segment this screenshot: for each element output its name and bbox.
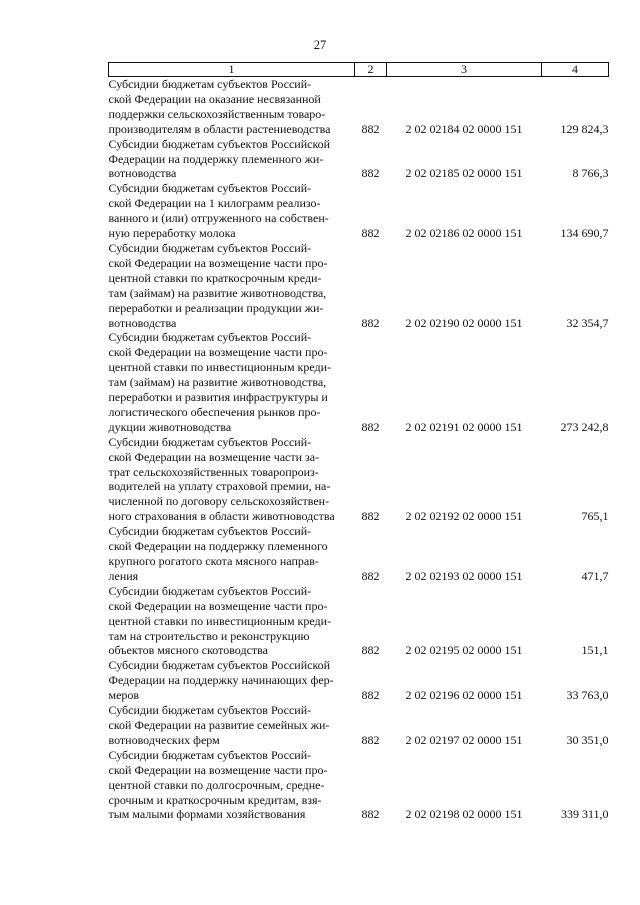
description-line: водителей на уплату страховой премии, на- xyxy=(108,479,331,494)
table-body xyxy=(109,77,609,823)
subsidy-description xyxy=(109,524,355,584)
description-line: ской Федерации на возмещение части про- xyxy=(108,345,328,360)
description-line: там (займам) на развитие животноводства, xyxy=(108,375,327,390)
subsidy-description xyxy=(109,330,355,434)
subsidy-description xyxy=(109,748,355,823)
subsidy-description xyxy=(109,77,355,137)
table-row xyxy=(109,524,609,584)
amount-value: 8 766,3 xyxy=(572,166,609,181)
description-line: логистического обеспечения рынков про- xyxy=(108,404,321,419)
table-row xyxy=(109,435,609,524)
description-line: центной ставки по инвестиционным креди- xyxy=(108,613,332,628)
table-row xyxy=(109,330,609,434)
description-line: Федерации на поддержку племенного жи- xyxy=(108,151,324,166)
budget-classification-code: 2 02 02184 02 0000 151 xyxy=(405,121,523,136)
amount-value: 33 763,0 xyxy=(566,688,609,703)
description-line: меров xyxy=(108,688,140,703)
subsidy-description xyxy=(109,658,355,703)
description-line: крупного рогатого скота мясного направ- xyxy=(108,554,319,568)
description-line: Субсидии бюджетам субъектов Россий- xyxy=(108,181,312,196)
table-row xyxy=(109,137,609,182)
administrator-code: 882 xyxy=(361,732,380,747)
description-line: тым малыми формами хозяйствования xyxy=(108,807,306,822)
description-line: Субсидии бюджетам субъектов Россий- xyxy=(108,434,312,449)
budget-classification-code: 2 02 02185 02 0000 151 xyxy=(405,166,523,181)
description-line: ской Федерации на возмещение части про- xyxy=(108,255,328,270)
description-line: Субсидии бюджетам субъектов Россий- xyxy=(108,77,312,91)
description-line: ской Федерации на 1 килограмм реализо- xyxy=(108,196,321,211)
table-row xyxy=(109,748,609,823)
description-line: Субсидии бюджетам субъектов Россий- xyxy=(108,524,312,539)
description-line: там (займам) на развитие животноводства, xyxy=(108,285,327,300)
description-line: ской Федерации на поддержку племенного xyxy=(108,539,328,554)
description-line: Субсидии бюджетам субъектов Россий- xyxy=(108,703,312,718)
budget-classification-code: 2 02 02191 02 0000 151 xyxy=(405,419,523,434)
table-row xyxy=(109,241,609,330)
description-line: численной по договору сельскохозяйствен- xyxy=(108,494,330,509)
administrator-code: 882 xyxy=(361,121,380,136)
description-line: ванного и (или) отгруженного на собствен- xyxy=(108,211,329,226)
description-line: срочным и краткосрочным кредитам, взя- xyxy=(108,792,322,807)
subsidy-description xyxy=(109,584,355,659)
budget-classification-code: 2 02 02192 02 0000 151 xyxy=(405,509,523,524)
administrator-code: 882 xyxy=(361,688,380,703)
budget-classification-code: 2 02 02198 02 0000 151 xyxy=(405,807,523,822)
description-line: дукции животноводства xyxy=(108,419,232,434)
administrator-code: 882 xyxy=(361,315,380,330)
description-line: центной ставки по краткосрочным креди- xyxy=(108,270,322,285)
column-header-4: 4 xyxy=(542,63,609,77)
description-line: там на строительство и реконструкцию xyxy=(108,628,310,643)
amount-value: 273 242,8 xyxy=(560,419,609,434)
subsidy-description xyxy=(109,703,355,748)
amount-value: 471,7 xyxy=(581,568,609,583)
description-line: вотноводства xyxy=(108,315,177,330)
description-line: ской Федерации на оказание несвязанной xyxy=(108,91,321,106)
budget-classification-code: 2 02 02193 02 0000 151 xyxy=(405,568,523,583)
description-line: объектов мясного скотоводства xyxy=(108,643,268,658)
table-row xyxy=(109,584,609,659)
amount-value: 129 824,3 xyxy=(560,121,609,136)
budget-table xyxy=(108,62,609,822)
budget-classification-code: 2 02 02197 02 0000 151 xyxy=(405,732,523,747)
description-line: Субсидии бюджетам субъектов Россий- xyxy=(108,747,312,762)
description-line: ного страхования в области животноводства xyxy=(108,509,335,524)
subsidy-description xyxy=(109,435,355,524)
table-row xyxy=(109,703,609,748)
description-line: центной ставки по долгосрочным, средне- xyxy=(108,777,325,792)
description-line: трат сельскохозяйственных товаропроиз- xyxy=(108,464,319,479)
description-line: Федерации на поддержку начинающих фер- xyxy=(108,673,334,688)
table-row xyxy=(109,181,609,241)
subsidy-description xyxy=(109,181,355,241)
description-line: Субсидии бюджетам субъектов Россий- xyxy=(108,240,312,255)
description-line: ской Федерации на возмещение части про- xyxy=(108,598,328,613)
administrator-code: 882 xyxy=(361,643,380,658)
amount-value: 339 311,0 xyxy=(560,807,609,822)
amount-value: 30 351,0 xyxy=(566,732,609,747)
description-line: поддержки сельскохозяйственным товаро- xyxy=(108,106,326,121)
description-line: Субсидии бюджетам субъектов Россий- xyxy=(108,583,312,598)
column-header-3: 3 xyxy=(387,63,542,77)
table-row xyxy=(109,77,609,137)
description-line: центной ставки по инвестиционным креди- xyxy=(108,360,332,375)
administrator-code: 882 xyxy=(361,166,380,181)
description-line: ской Федерации на развитие семейных жи- xyxy=(108,717,330,732)
column-header-2: 2 xyxy=(355,63,387,77)
administrator-code: 882 xyxy=(361,568,380,583)
table-row xyxy=(109,658,609,703)
column-header-1: 1 xyxy=(109,63,355,77)
description-line: Субсидии бюджетам субъектов Российской xyxy=(108,658,331,673)
description-line: Субсидии бюджетам субъектов Российской xyxy=(108,136,331,151)
description-line: ской Федерации на возмещение части за- xyxy=(108,449,320,464)
description-line: ления xyxy=(108,568,139,583)
description-line: переработки и реализации продукции жи- xyxy=(108,300,324,315)
description-line: ской Федерации на возмещение части про- xyxy=(108,762,328,777)
subsidy-description xyxy=(109,241,355,330)
page-number: 27 xyxy=(313,38,327,52)
administrator-code: 882 xyxy=(361,226,380,241)
administrator-code: 882 xyxy=(361,807,380,822)
description-line: Субсидии бюджетам субъектов Россий- xyxy=(108,330,312,345)
budget-classification-code: 2 02 02196 02 0000 151 xyxy=(405,688,523,703)
description-line: переработки и развития инфраструктуры и xyxy=(108,390,328,405)
budget-classification-code: 2 02 02186 02 0000 151 xyxy=(405,226,523,241)
amount-value: 765,1 xyxy=(581,509,609,524)
description-line: вотноводческих ферм xyxy=(108,732,220,747)
header-row xyxy=(109,63,609,77)
amount-value: 151,1 xyxy=(581,643,609,658)
amount-value: 134 690,7 xyxy=(560,226,609,241)
subsidy-description xyxy=(109,137,355,182)
administrator-code: 882 xyxy=(361,509,380,524)
budget-classification-code: 2 02 02195 02 0000 151 xyxy=(405,643,523,658)
administrator-code: 882 xyxy=(361,419,380,434)
description-line: вотноводства xyxy=(108,166,177,181)
description-line: производителям в области растениеводства xyxy=(108,121,331,136)
description-line: ную переработку молока xyxy=(108,226,236,241)
budget-classification-code: 2 02 02190 02 0000 151 xyxy=(405,315,523,330)
amount-value: 32 354,7 xyxy=(566,315,609,330)
